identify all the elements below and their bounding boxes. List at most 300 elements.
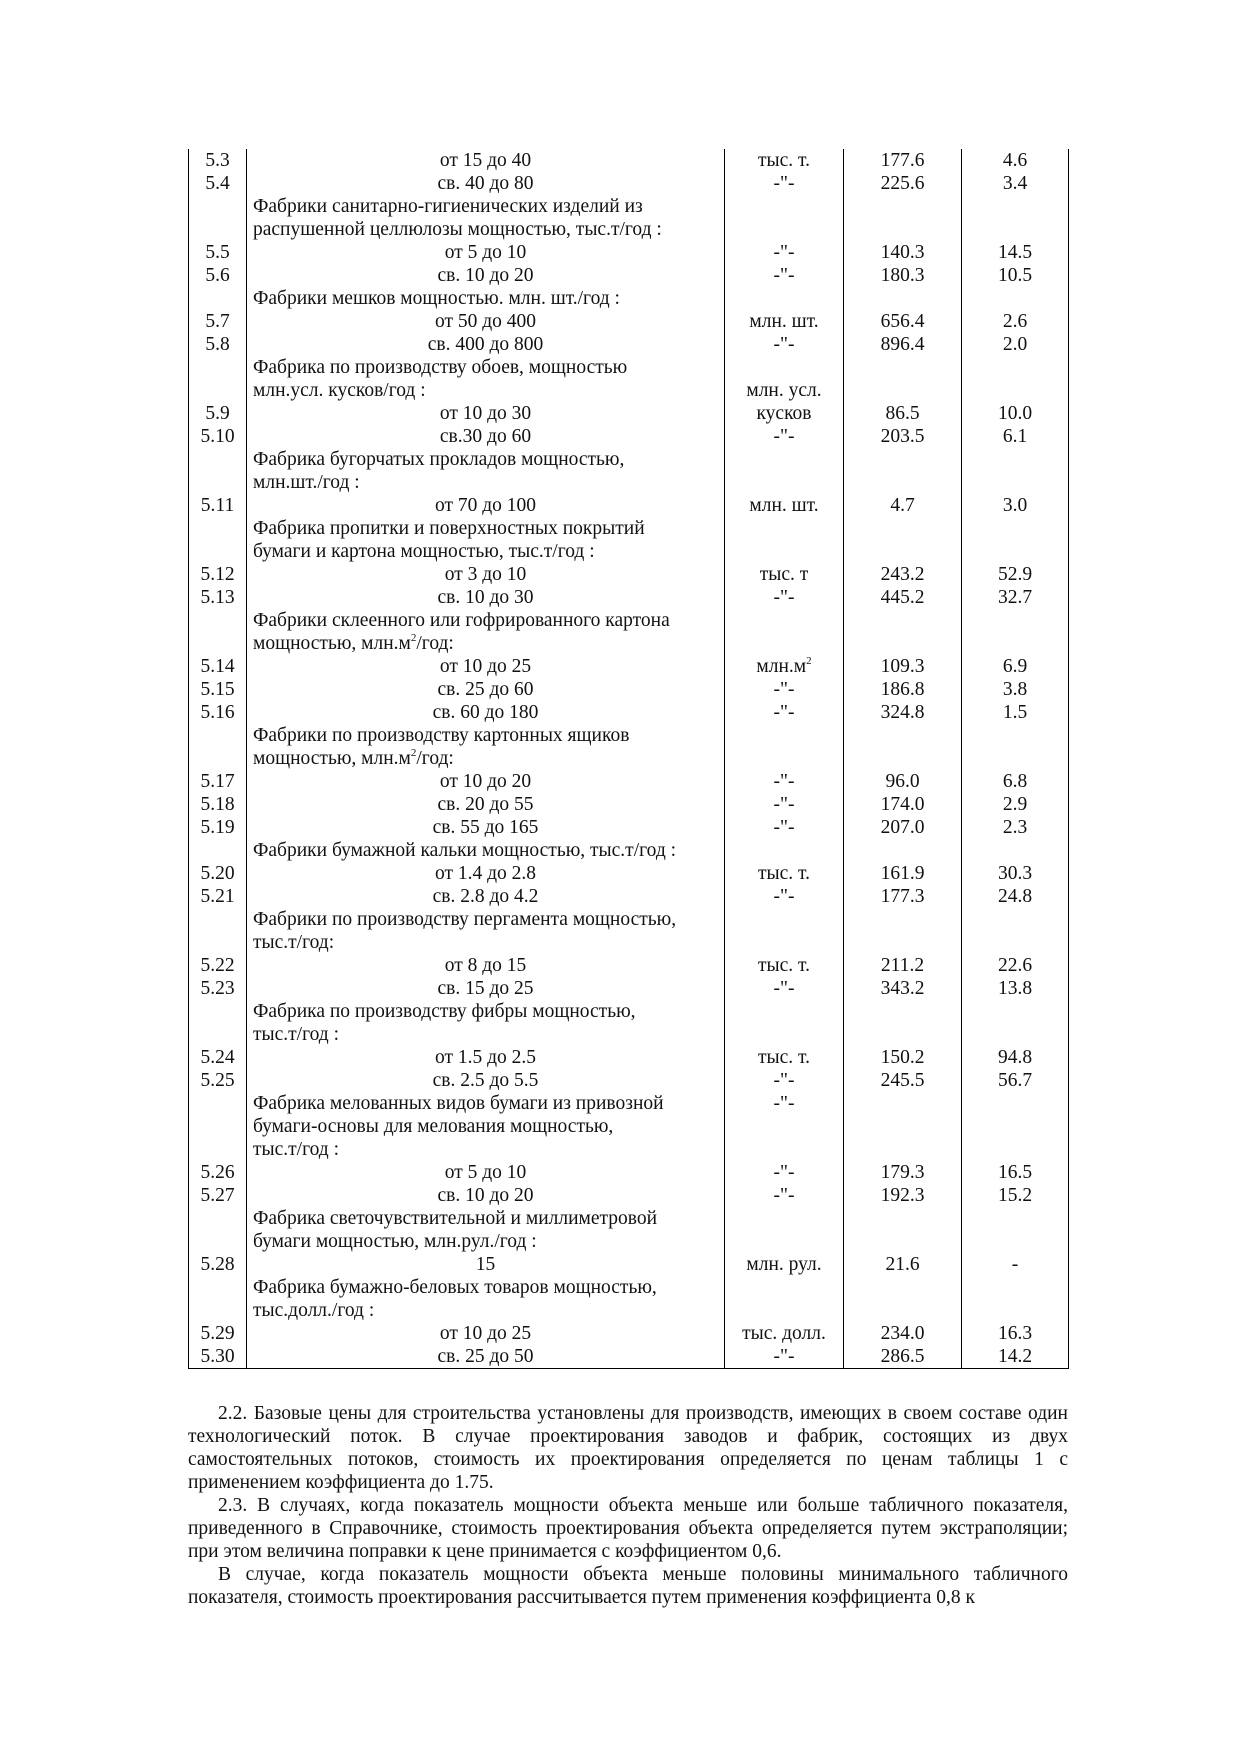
- table-group-heading-row: [189, 379, 1069, 402]
- price-cell: 21.6: [844, 1253, 962, 1276]
- price-cell: [844, 287, 962, 310]
- unit-cell: [725, 954, 844, 977]
- price-cell: [844, 724, 962, 747]
- price-cell: [844, 448, 962, 471]
- unit-cell: [725, 1253, 844, 1276]
- row-number-cell: 5.15: [189, 678, 247, 701]
- capacity-range-cell: св. 40 до 80: [247, 172, 725, 195]
- table-row: [189, 862, 1069, 885]
- table-row: [189, 793, 1069, 816]
- group-heading-cell: [247, 517, 725, 540]
- group-heading-cell: [247, 1207, 725, 1230]
- table-row: [189, 655, 1069, 678]
- price-cell: 343.2: [844, 977, 962, 1000]
- row-number-cell: 5.29: [189, 1322, 247, 1345]
- unit-cell: [725, 885, 844, 908]
- row-number-cell: 5.3: [189, 149, 247, 172]
- table-group-heading-row: [189, 1138, 1069, 1161]
- unit-text: -"-: [773, 1346, 795, 1367]
- coefficient-cell: 2.9: [962, 793, 1069, 816]
- coefficient-cell: 16.3: [962, 1322, 1069, 1345]
- row-number-cell: 5.8: [189, 333, 247, 356]
- unit-cell: [725, 816, 844, 839]
- capacity-range-cell: св. 10 до 20: [247, 264, 725, 287]
- price-cell: 179.3: [844, 1161, 962, 1184]
- coefficient-cell: 24.8: [962, 885, 1069, 908]
- coefficient-cell: 2.0: [962, 333, 1069, 356]
- table-group-heading-row: [189, 471, 1069, 494]
- table-group-heading-row: [189, 1023, 1069, 1046]
- coefficient-cell: 56.7: [962, 1069, 1069, 1092]
- capacity-range-cell: от 5 до 10: [247, 1161, 725, 1184]
- unit-text: -"-: [773, 794, 795, 815]
- unit-text: тыс. т: [759, 564, 809, 585]
- group-heading-cell: [247, 1115, 725, 1138]
- unit-cell: [725, 287, 844, 310]
- unit-cell: [725, 563, 844, 586]
- coefficient-cell: [962, 356, 1069, 379]
- unit-cell: [725, 149, 844, 172]
- price-cell: 96.0: [844, 770, 962, 793]
- unit-cell: [725, 517, 844, 540]
- coefficient-cell: [962, 1092, 1069, 1115]
- row-number-cell: [189, 379, 247, 402]
- row-number-cell: 5.5: [189, 241, 247, 264]
- capacity-range-cell: св. 15 до 25: [247, 977, 725, 1000]
- capacity-range-cell: от 10 до 20: [247, 770, 725, 793]
- coefficient-cell: 13.8: [962, 977, 1069, 1000]
- price-cell: [844, 517, 962, 540]
- capacity-range-cell: от 5 до 10: [247, 241, 725, 264]
- coefficient-cell: 14.2: [962, 1345, 1069, 1369]
- table-row: [189, 1322, 1069, 1345]
- table-group-heading-row: [189, 931, 1069, 954]
- coefficient-cell: [962, 908, 1069, 931]
- price-cell: 161.9: [844, 862, 962, 885]
- unit-cell: [725, 1115, 844, 1138]
- row-number-cell: [189, 1276, 247, 1299]
- group-heading-text: тыс.т/год :: [253, 1024, 340, 1045]
- table-row: [189, 1161, 1069, 1184]
- price-cell: 109.3: [844, 655, 962, 678]
- coefficient-cell: 14.5: [962, 241, 1069, 264]
- unit-cell: [725, 770, 844, 793]
- table-row: [189, 402, 1069, 425]
- row-number-cell: [189, 1023, 247, 1046]
- row-number-cell: 5.18: [189, 793, 247, 816]
- unit-text: -"-: [773, 817, 795, 838]
- table-row: [189, 425, 1069, 448]
- unit-cell: [725, 540, 844, 563]
- capacity-range-cell: от 1.5 до 2.5: [247, 1046, 725, 1069]
- group-heading-cell: [247, 218, 725, 241]
- unit-cell: [725, 839, 844, 862]
- price-table: [188, 149, 1069, 1369]
- price-cell: 211.2: [844, 954, 962, 977]
- group-heading-cell: [247, 356, 725, 379]
- row-number-cell: 5.27: [189, 1184, 247, 1207]
- price-table-body: [189, 149, 1069, 1369]
- group-heading-text: Фабрика по производству обоев, мощностью: [253, 357, 628, 378]
- group-heading-cell: [247, 540, 725, 563]
- group-heading-text: Фабрика бугорчатых прокладов мощностью,: [253, 449, 625, 470]
- coefficient-cell: [962, 379, 1069, 402]
- coefficient-cell: 2.3: [962, 816, 1069, 839]
- group-heading-cell: [247, 379, 725, 402]
- group-heading-cell: [247, 1092, 725, 1115]
- price-cell: [844, 1207, 962, 1230]
- row-number-cell: [189, 287, 247, 310]
- group-heading-cell: [247, 1276, 725, 1299]
- unit-text: -"-: [773, 771, 795, 792]
- unit-text: -"-: [773, 242, 795, 263]
- unit-text: млн. рул.: [746, 1254, 822, 1275]
- unit-cell: [725, 931, 844, 954]
- group-heading-cell: [247, 287, 725, 310]
- coefficient-cell: [962, 195, 1069, 218]
- row-number-cell: [189, 1207, 247, 1230]
- row-number-cell: 5.25: [189, 1069, 247, 1092]
- price-cell: [844, 1092, 962, 1115]
- superscript: 2: [410, 631, 417, 644]
- table-row: [189, 885, 1069, 908]
- price-cell: 203.5: [844, 425, 962, 448]
- capacity-range-cell: от 15 до 40: [247, 149, 725, 172]
- price-cell: 4.7: [844, 494, 962, 517]
- body-text: [188, 1402, 1068, 1609]
- unit-cell: [725, 448, 844, 471]
- table-group-heading-row: [189, 747, 1069, 770]
- row-number-cell: [189, 540, 247, 563]
- group-heading-text: мощностью, млн.м: [253, 633, 411, 654]
- unit-cell: [725, 195, 844, 218]
- table-row: [189, 172, 1069, 195]
- price-cell: 86.5: [844, 402, 962, 425]
- unit-text: -"-: [773, 702, 795, 723]
- price-cell: [844, 632, 962, 655]
- capacity-range-cell: св.30 до 60: [247, 425, 725, 448]
- capacity-range-cell: св. 400 до 800: [247, 333, 725, 356]
- capacity-range-cell: св. 2.5 до 5.5: [247, 1069, 725, 1092]
- price-cell: [844, 1276, 962, 1299]
- unit-cell: [725, 724, 844, 747]
- table-row: [189, 954, 1069, 977]
- unit-cell: [725, 1000, 844, 1023]
- table-group-heading-row: [189, 1299, 1069, 1322]
- row-number-cell: [189, 1230, 247, 1253]
- coefficient-cell: [962, 839, 1069, 862]
- coefficient-cell: [962, 609, 1069, 632]
- price-cell: 225.6: [844, 172, 962, 195]
- coefficient-cell: [962, 747, 1069, 770]
- coefficient-cell: 2.6: [962, 310, 1069, 333]
- table-row: [189, 1184, 1069, 1207]
- coefficient-cell: 30.3: [962, 862, 1069, 885]
- capacity-range-cell: св. 25 до 60: [247, 678, 725, 701]
- price-cell: [844, 931, 962, 954]
- unit-cell: [725, 793, 844, 816]
- unit-cell: [725, 1207, 844, 1230]
- price-cell: 186.8: [844, 678, 962, 701]
- row-number-cell: [189, 1000, 247, 1023]
- coefficient-cell: [962, 931, 1069, 954]
- row-number-cell: [189, 1299, 247, 1322]
- capacity-range-cell: от 3 до 10: [247, 563, 725, 586]
- table-row: [189, 977, 1069, 1000]
- unit-cell: [725, 1299, 844, 1322]
- row-number-cell: [189, 839, 247, 862]
- coefficient-cell: [962, 287, 1069, 310]
- unit-text: -"-: [773, 978, 795, 999]
- coefficient-cell: [962, 218, 1069, 241]
- table-group-heading-row: [189, 1115, 1069, 1138]
- paragraph-2-3: 2.3. В случаях, когда показатель мощности объекта меньше или больше табличного показателя, приведенного в Справочнике, стоимость проектирования объекта определяется путем экстраполяции; при этом величина поправки к цене принимается с коэффициентом 0,6.: [188, 1495, 1068, 1562]
- table-row: [189, 816, 1069, 839]
- superscript: 2: [410, 746, 417, 759]
- price-cell: 180.3: [844, 264, 962, 287]
- coefficient-cell: 16.5: [962, 1161, 1069, 1184]
- group-heading-cell: [247, 1138, 725, 1161]
- group-heading-text: бумаги-основы для мелования мощностью,: [253, 1116, 614, 1137]
- group-heading-text: бумаги мощностью, млн.рул./год :: [253, 1231, 537, 1252]
- group-heading-text: тыс.долл./год :: [253, 1300, 375, 1321]
- coefficient-cell: [962, 471, 1069, 494]
- capacity-range-cell: св. 20 до 55: [247, 793, 725, 816]
- price-cell: [844, 908, 962, 931]
- row-number-cell: [189, 931, 247, 954]
- row-number-cell: 5.14: [189, 655, 247, 678]
- group-heading-tail: /год:: [416, 748, 454, 769]
- unit-cell: [725, 241, 844, 264]
- table-row: [189, 770, 1069, 793]
- group-heading-cell: [247, 747, 725, 770]
- price-cell: 445.2: [844, 586, 962, 609]
- group-heading-text: млн.шт./год :: [253, 472, 360, 493]
- unit-cell: [725, 310, 844, 333]
- table-row: [189, 149, 1069, 172]
- unit-cell: [725, 655, 844, 678]
- price-cell: [844, 471, 962, 494]
- coefficient-cell: 6.1: [962, 425, 1069, 448]
- group-heading-text: Фабрики по производству пергамента мощностью,: [253, 909, 677, 930]
- coefficient-cell: 3.4: [962, 172, 1069, 195]
- unit-cell: [725, 494, 844, 517]
- coefficient-cell: [962, 724, 1069, 747]
- row-number-cell: [189, 1138, 247, 1161]
- unit-text: -"-: [773, 426, 795, 447]
- table-group-heading-row: [189, 1092, 1069, 1115]
- row-number-cell: 5.17: [189, 770, 247, 793]
- capacity-range-cell: от 50 до 400: [247, 310, 725, 333]
- coefficient-cell: [962, 540, 1069, 563]
- capacity-range-cell: от 1.4 до 2.8: [247, 862, 725, 885]
- unit-text: тыс. т.: [758, 1047, 810, 1068]
- unit-text: -"-: [773, 1185, 795, 1206]
- row-number-cell: 5.30: [189, 1345, 247, 1369]
- unit-cell: [725, 172, 844, 195]
- table-row: [189, 586, 1069, 609]
- coefficient-cell: 52.9: [962, 563, 1069, 586]
- table-group-heading-row: [189, 540, 1069, 563]
- table-row: [189, 310, 1069, 333]
- unit-cell: [725, 471, 844, 494]
- price-cell: 174.0: [844, 793, 962, 816]
- unit-cell: [725, 425, 844, 448]
- group-heading-text: тыс.т/год :: [253, 1139, 340, 1160]
- row-number-cell: [189, 356, 247, 379]
- row-number-cell: [189, 908, 247, 931]
- unit-text: -"-: [773, 886, 795, 907]
- group-heading-cell: [247, 931, 725, 954]
- unit-text: тыс. т.: [758, 150, 810, 171]
- row-number-cell: [189, 471, 247, 494]
- coefficient-cell: [962, 1023, 1069, 1046]
- capacity-range-cell: от 10 до 25: [247, 655, 725, 678]
- table-group-heading-row: [189, 356, 1069, 379]
- capacity-range-cell: св. 10 до 20: [247, 1184, 725, 1207]
- table-row: [189, 241, 1069, 264]
- coefficient-cell: 6.9: [962, 655, 1069, 678]
- unit-cell: [725, 609, 844, 632]
- coefficient-cell: 32.7: [962, 586, 1069, 609]
- unit-cell: [725, 1023, 844, 1046]
- row-number-cell: 5.19: [189, 816, 247, 839]
- price-cell: [844, 1000, 962, 1023]
- group-heading-text: Фабрика пропитки и поверхностных покрытий: [253, 518, 645, 539]
- group-heading-text: Фабрика светочувствительной и миллиметровой: [253, 1208, 658, 1229]
- price-cell: [844, 356, 962, 379]
- capacity-range-cell: от 8 до 15: [247, 954, 725, 977]
- coefficient-cell: [962, 448, 1069, 471]
- unit-cell: [725, 1322, 844, 1345]
- coefficient-cell: [962, 1207, 1069, 1230]
- coefficient-cell: 3.8: [962, 678, 1069, 701]
- group-heading-text: Фабрики бумажной кальки мощностью, тыс.т/год :: [253, 840, 677, 861]
- unit-text: млн. шт.: [749, 495, 819, 516]
- unit-text: млн.м: [756, 656, 807, 677]
- row-number-cell: 5.12: [189, 563, 247, 586]
- row-number-cell: 5.7: [189, 310, 247, 333]
- price-cell: [844, 1230, 962, 1253]
- row-number-cell: 5.4: [189, 172, 247, 195]
- group-heading-tail: /год:: [416, 633, 454, 654]
- coefficient-cell: 22.6: [962, 954, 1069, 977]
- superscript: 2: [806, 654, 812, 667]
- table-group-heading-row: [189, 1276, 1069, 1299]
- price-cell: [844, 1115, 962, 1138]
- row-number-cell: 5.24: [189, 1046, 247, 1069]
- unit-cell: [725, 264, 844, 287]
- row-number-cell: 5.10: [189, 425, 247, 448]
- price-cell: 234.0: [844, 1322, 962, 1345]
- coefficient-cell: 10.5: [962, 264, 1069, 287]
- price-cell: 177.6: [844, 149, 962, 172]
- row-number-cell: [189, 724, 247, 747]
- group-heading-cell: [247, 1299, 725, 1322]
- capacity-range-cell: от 70 до 100: [247, 494, 725, 517]
- unit-cell: [725, 1046, 844, 1069]
- group-heading-cell: [247, 448, 725, 471]
- capacity-range-cell: св. 2.8 до 4.2: [247, 885, 725, 908]
- row-number-cell: [189, 195, 247, 218]
- row-number-cell: 5.22: [189, 954, 247, 977]
- row-number-cell: 5.11: [189, 494, 247, 517]
- row-number-cell: [189, 609, 247, 632]
- table-row: [189, 494, 1069, 517]
- row-number-cell: 5.21: [189, 885, 247, 908]
- row-number-cell: 5.6: [189, 264, 247, 287]
- coefficient-cell: [962, 1138, 1069, 1161]
- price-cell: [844, 1299, 962, 1322]
- unit-cell: [725, 1345, 844, 1369]
- table-group-heading-row: [189, 908, 1069, 931]
- unit-cell: [725, 678, 844, 701]
- price-cell: [844, 379, 962, 402]
- price-cell: 150.2: [844, 1046, 962, 1069]
- table-group-heading-row: [189, 632, 1069, 655]
- unit-cell: [725, 218, 844, 241]
- unit-cell: [725, 977, 844, 1000]
- table-row: [189, 701, 1069, 724]
- unit-text: тыс. долл.: [742, 1323, 826, 1344]
- capacity-range-cell: от 10 до 25: [247, 1322, 725, 1345]
- price-cell: [844, 540, 962, 563]
- coefficient-cell: 3.0: [962, 494, 1069, 517]
- unit-cell: [725, 701, 844, 724]
- row-number-cell: 5.23: [189, 977, 247, 1000]
- row-number-cell: [189, 517, 247, 540]
- price-cell: 245.5: [844, 1069, 962, 1092]
- group-heading-cell: [247, 609, 725, 632]
- group-heading-text: тыс.т/год:: [253, 932, 335, 953]
- price-cell: [844, 747, 962, 770]
- table-group-heading-row: [189, 287, 1069, 310]
- coefficient-cell: [962, 1000, 1069, 1023]
- unit-cell: [725, 1230, 844, 1253]
- paragraph-2-2: 2.2. Базовые цены для строительства установлены для производств, имеющих в своем составе один технологический поток. В случае проектирования заводов и фабрик, состоящих из двух самостоятельных потоков, стоимость их проектирования определяется по ценам таблицы 1 с применением коэффициента до 1.75.: [188, 1403, 1068, 1493]
- unit-text: -"-: [773, 334, 795, 355]
- coefficient-cell: [962, 632, 1069, 655]
- group-heading-text: Фабрики мешков мощностью. млн. шт./год :: [253, 288, 620, 309]
- table-row: [189, 1069, 1069, 1092]
- table-row: [189, 1253, 1069, 1276]
- table-row: [189, 333, 1069, 356]
- unit-cell: [725, 1161, 844, 1184]
- price-cell: [844, 1138, 962, 1161]
- coefficient-cell: 4.6: [962, 149, 1069, 172]
- unit-cell: [725, 402, 844, 425]
- table-group-heading-row: [189, 1000, 1069, 1023]
- price-cell: 243.2: [844, 563, 962, 586]
- table-group-heading-row: [189, 218, 1069, 241]
- unit-text: тыс. т.: [758, 955, 810, 976]
- table-row: [189, 1046, 1069, 1069]
- row-number-cell: 5.9: [189, 402, 247, 425]
- group-heading-text: мощностью, млн.м: [253, 748, 411, 769]
- table-row: [189, 563, 1069, 586]
- capacity-range-cell: от 10 до 30: [247, 402, 725, 425]
- unit-cell: [725, 1276, 844, 1299]
- unit-cell: [725, 862, 844, 885]
- group-heading-text: Фабрики склеенного или гофрированного картона: [253, 610, 670, 631]
- row-number-cell: 5.28: [189, 1253, 247, 1276]
- unit-cell: [725, 356, 844, 379]
- unit-text: кусков: [756, 403, 812, 424]
- price-cell: 656.4: [844, 310, 962, 333]
- coefficient-cell: 1.5: [962, 701, 1069, 724]
- coefficient-cell: 15.2: [962, 1184, 1069, 1207]
- unit-cell: [725, 1069, 844, 1092]
